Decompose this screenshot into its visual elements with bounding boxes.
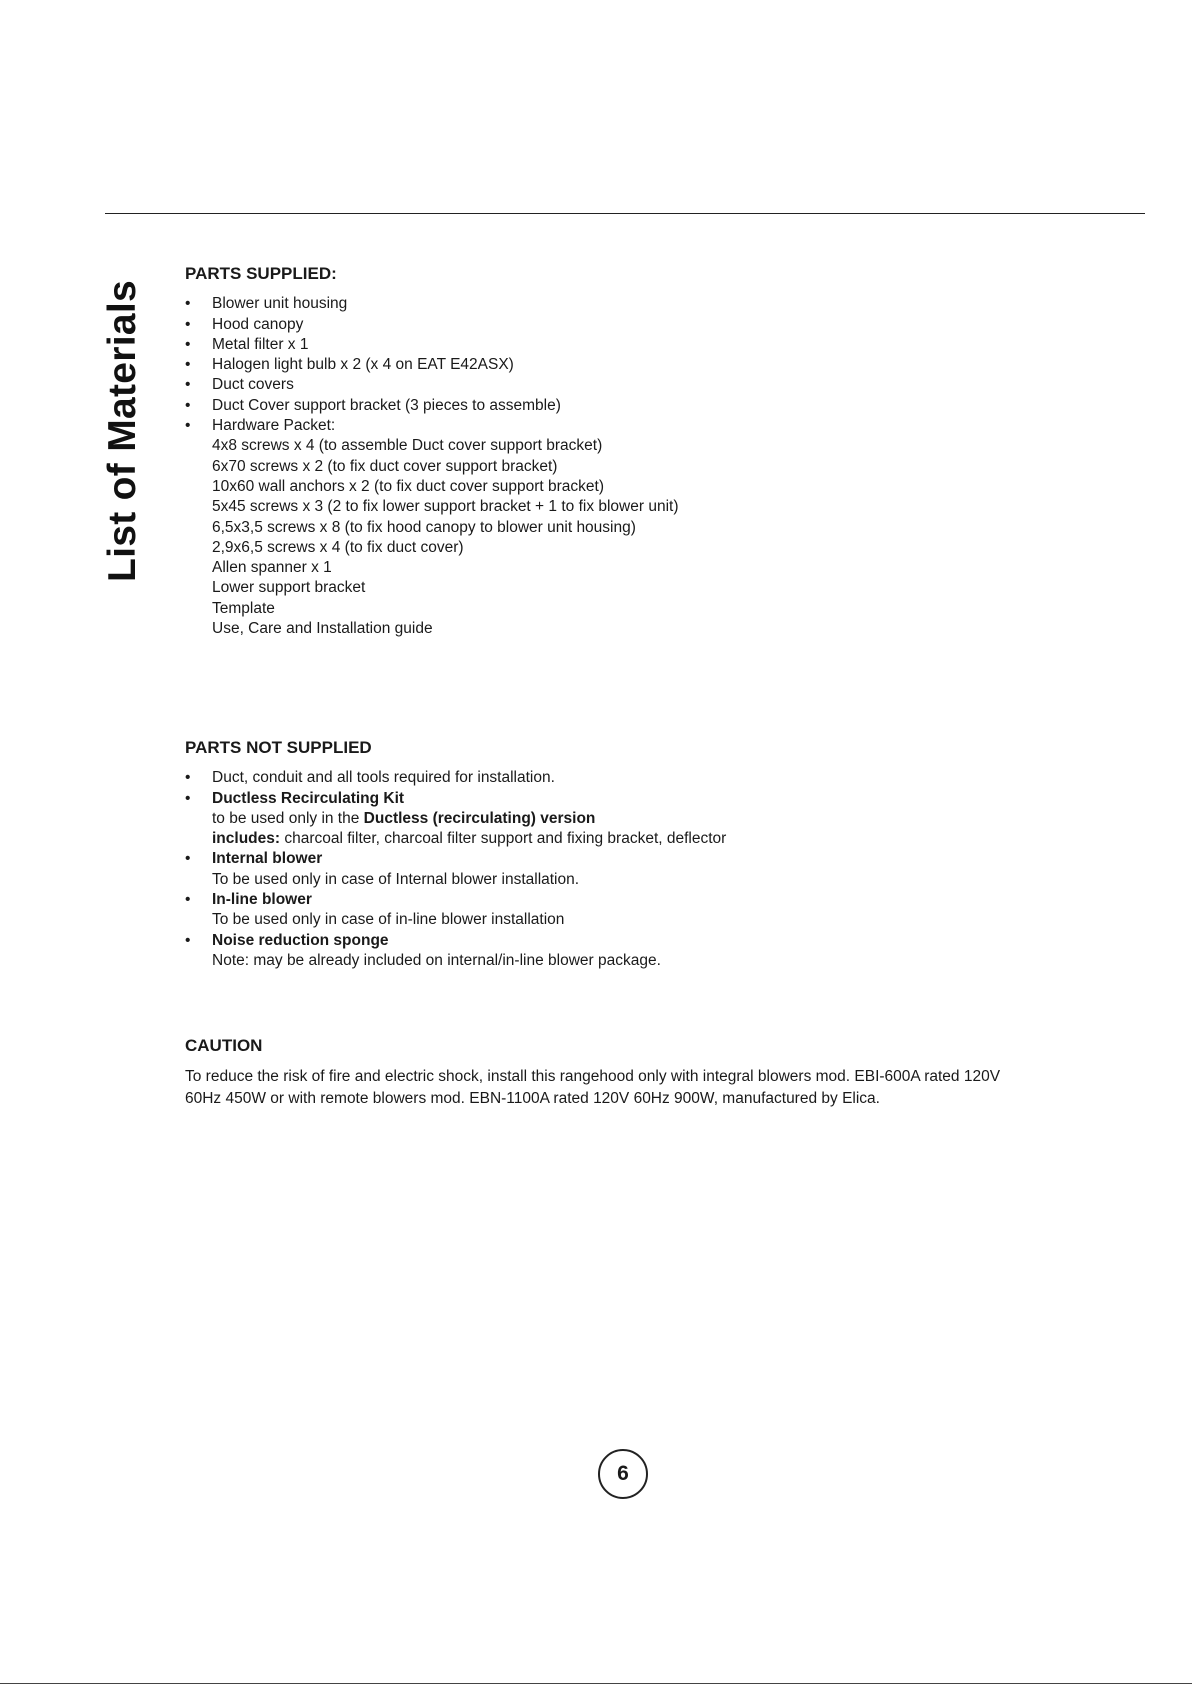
list-item-internal-blower [185, 849, 1105, 869]
bullet: • [185, 931, 191, 949]
list-item [185, 335, 1105, 355]
list-item-hardware-packet [185, 416, 1105, 436]
hardware-line: 10x60 wall anchors x 2 (to fix duct cover support bracket) [212, 477, 604, 495]
list-item-text: Blower unit housing [212, 295, 348, 313]
parts-supplied-section [185, 264, 1105, 639]
caution-line: To reduce the risk of fire and electric shock, install this rangehood only with integral blowers mod. EBI-600A rated 120V [185, 1068, 1001, 1086]
inline-blower-title: In-line blower [212, 891, 312, 909]
bullet: • [185, 335, 191, 353]
list-item [185, 355, 1105, 375]
list-item-inline-blower [185, 890, 1105, 910]
list-item [185, 396, 1105, 416]
caution-text [185, 1066, 1105, 1109]
bullet: • [185, 789, 191, 807]
ductless-line2-bold: includes: [212, 830, 281, 848]
list-item [185, 768, 1105, 788]
hardware-line: Allen spanner x 1 [212, 559, 332, 577]
bullet: • [185, 376, 191, 394]
ductless-kit-line [185, 809, 1105, 829]
header-divider [105, 213, 1145, 214]
noise-sponge-title: Noise reduction sponge [212, 931, 389, 949]
list-item [185, 375, 1105, 395]
bullet: • [185, 295, 191, 313]
ductless-kit-title: Ductless Recirculating Kit [212, 789, 405, 807]
parts-not-supplied-section [185, 738, 1105, 971]
hardware-line: 4x8 screws x 4 (to assemble Duct cover support bracket) [212, 437, 603, 455]
ductless-line1-bold: Ductless (recirculating) version [363, 809, 596, 827]
bullet: • [185, 396, 191, 414]
bullet: • [185, 891, 191, 909]
hardware-line: Use, Care and Installation guide [212, 620, 433, 638]
page-number: 6 [598, 1449, 648, 1499]
list-item-text: Hardware Packet: [212, 417, 336, 435]
list-item-text: Duct covers [212, 376, 294, 394]
bullet: • [185, 417, 191, 435]
hardware-line: 5x45 screws x 3 (2 to fix lower support bracket + 1 to fix blower unit) [212, 498, 679, 516]
footer-divider [0, 1683, 1192, 1684]
section-side-title: List of Materials [101, 280, 144, 582]
bullet: • [185, 356, 191, 374]
list-item-text: Duct Cover support bracket (3 pieces to assemble) [212, 396, 561, 414]
ductless-line1-prefix: to be used only in the [212, 809, 364, 827]
list-item-text: Hood canopy [212, 315, 304, 333]
bullet: • [185, 850, 191, 868]
internal-blower-title: Internal blower [212, 850, 323, 868]
parts-supplied-heading: PARTS SUPPLIED: [185, 264, 337, 283]
bullet: • [185, 769, 191, 787]
ductless-kit-line [185, 829, 1105, 849]
noise-sponge-desc: Note: may be already included on internal/in-line blower package. [212, 951, 661, 969]
caution-section [185, 1036, 1105, 1109]
parts-not-supplied-heading: PARTS NOT SUPPLIED [185, 738, 372, 757]
hardware-line: Template [212, 599, 275, 617]
list-item-ductless-kit [185, 789, 1105, 809]
hardware-line: 2,9x6,5 screws x 4 (to fix duct cover) [212, 538, 464, 556]
list-item-noise-sponge [185, 931, 1105, 951]
list-item-text: Duct, conduit and all tools required for installation. [212, 769, 555, 787]
caution-heading: CAUTION [185, 1036, 263, 1055]
list-item [185, 294, 1105, 314]
list-item-text: Metal filter x 1 [212, 335, 309, 353]
hardware-line: Lower support bracket [212, 579, 366, 597]
bullet: • [185, 315, 191, 333]
ductless-line2-rest: charcoal filter, charcoal filter support and fixing bracket, deflector [280, 830, 727, 848]
hardware-line: 6,5x3,5 screws x 8 (to fix hood canopy to blower unit housing) [212, 518, 636, 536]
inline-blower-desc: To be used only in case of in-line blower installation [212, 911, 565, 929]
list-item-text: Halogen light bulb x 2 (x 4 on EAT E42ASX) [212, 356, 514, 374]
list-item [185, 315, 1105, 335]
internal-blower-desc: To be used only in case of Internal blower installation. [212, 870, 580, 888]
caution-line: 60Hz 450W or with remote blowers mod. EBN-1100A rated 120V 60Hz 900W, manufactured by Elica. [185, 1089, 880, 1107]
hardware-line: 6x70 screws x 2 (to fix duct cover support bracket) [212, 457, 558, 475]
